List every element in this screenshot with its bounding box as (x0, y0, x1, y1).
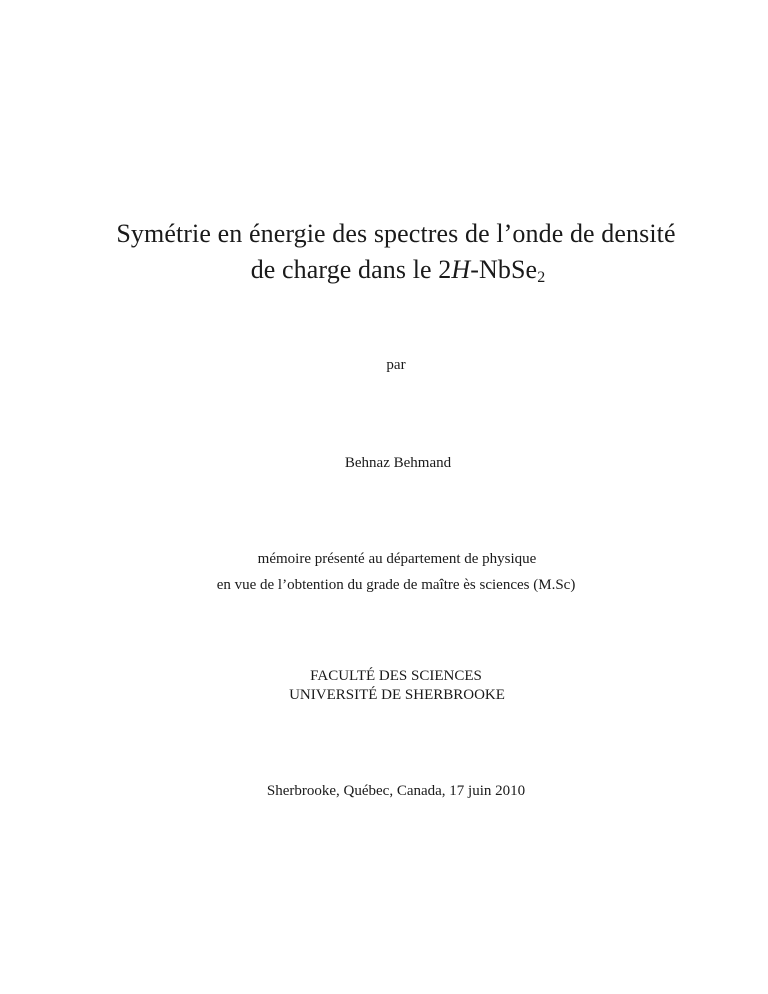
university-name: UNIVERSITÉ DE SHERBROOKE (289, 687, 505, 703)
place-and-date: Sherbrooke, Québec, Canada, 17 juin 2010 (266, 783, 526, 799)
title-polytype-letter: H (451, 255, 471, 284)
faculty-name: FACULTÉ DES SCIENCES (310, 668, 482, 684)
thesis-title-line-2 (14, 255, 768, 285)
author-name: Behnaz Behmand (344, 455, 452, 471)
title-compound: -NbSe (470, 255, 538, 284)
memoire-description-line-1: mémoire présenté au département de physique (257, 551, 537, 567)
title-line-2-prefix: de charge dans le 2 (250, 255, 452, 284)
by-label: par (386, 357, 406, 373)
thesis-title-line-1: Symétrie en énergie des spectres de l’onde de densité (116, 219, 676, 248)
title-compound-subscript: 2 (537, 269, 546, 286)
memoire-description-line-2: en vue de l’obtention du grade de maître ès sciences (M.Sc) (216, 577, 576, 593)
